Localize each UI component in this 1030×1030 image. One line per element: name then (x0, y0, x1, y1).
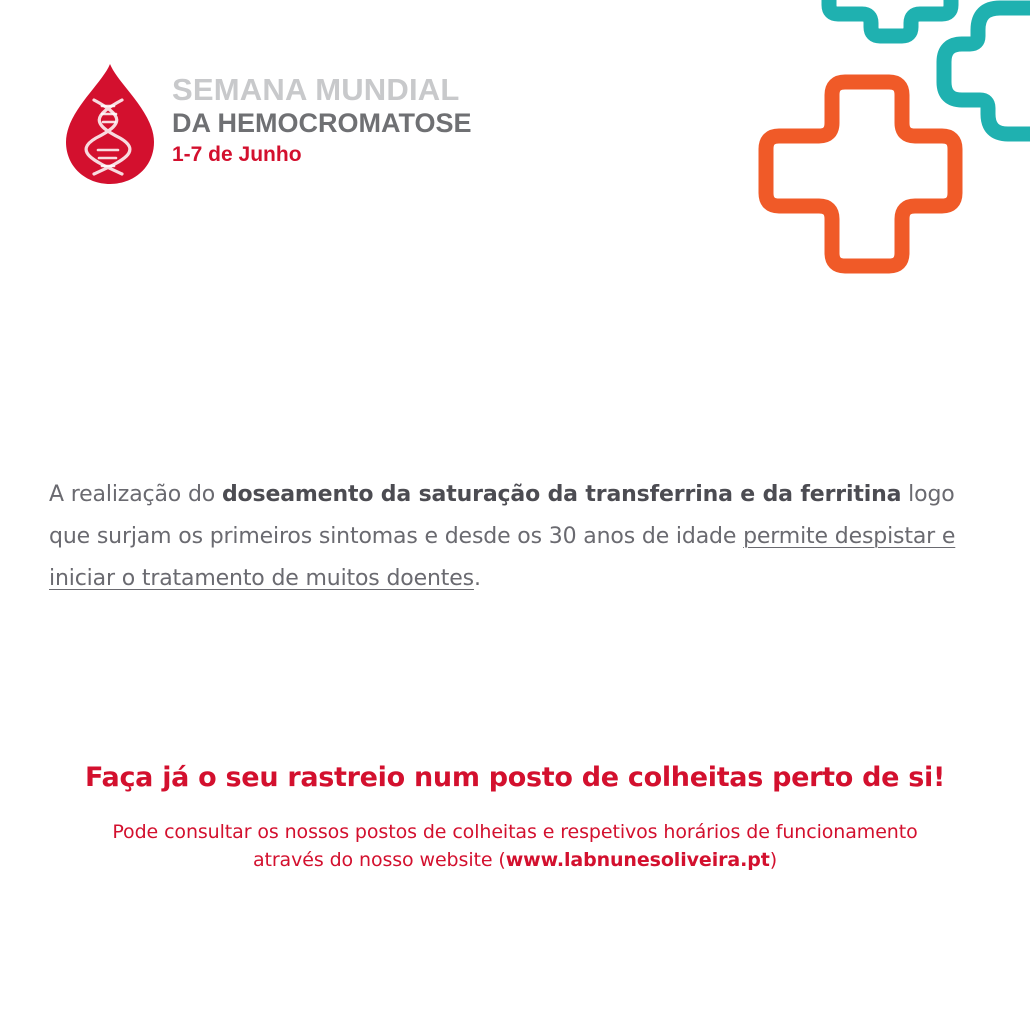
body-intro: A realização do (49, 482, 222, 507)
logo-title-line2: DA HEMOCROMATOSE (172, 108, 472, 138)
logo-title-line1: SEMANA MUNDIAL (172, 72, 460, 107)
cta-subtitle-end: ) (769, 849, 778, 871)
body-bold: doseamento da saturação da transferrina e da ferritina (221, 482, 902, 507)
blood-drop-dna-icon (62, 62, 158, 186)
website-link[interactable]: www.labnunesoliveira.pt (505, 849, 770, 871)
cta-subtitle-text: Pode consultar os nossos postos de colheitas e respetivos horários de funcionamento através do nosso website ( (112, 821, 918, 871)
teal-cross-right-icon (944, 8, 1030, 134)
logo-text (172, 72, 472, 172)
logo-date: 1-7 de Junho (172, 143, 302, 166)
body-middle: logo que surjam os primeiros sintomas e desde os 30 anos de idade (49, 482, 955, 549)
cta-subtitle (100, 818, 930, 874)
orange-cross-icon (766, 82, 955, 266)
body-paragraph (49, 474, 983, 600)
body-end: . (473, 566, 481, 591)
cta-title: Faça já o seu rastreio num posto de colheitas perto de si! (85, 762, 945, 793)
body-underlined: permite despistar e iniciar o tratamento de muitos doentes (49, 524, 956, 591)
teal-cross-top-icon (829, 0, 951, 36)
